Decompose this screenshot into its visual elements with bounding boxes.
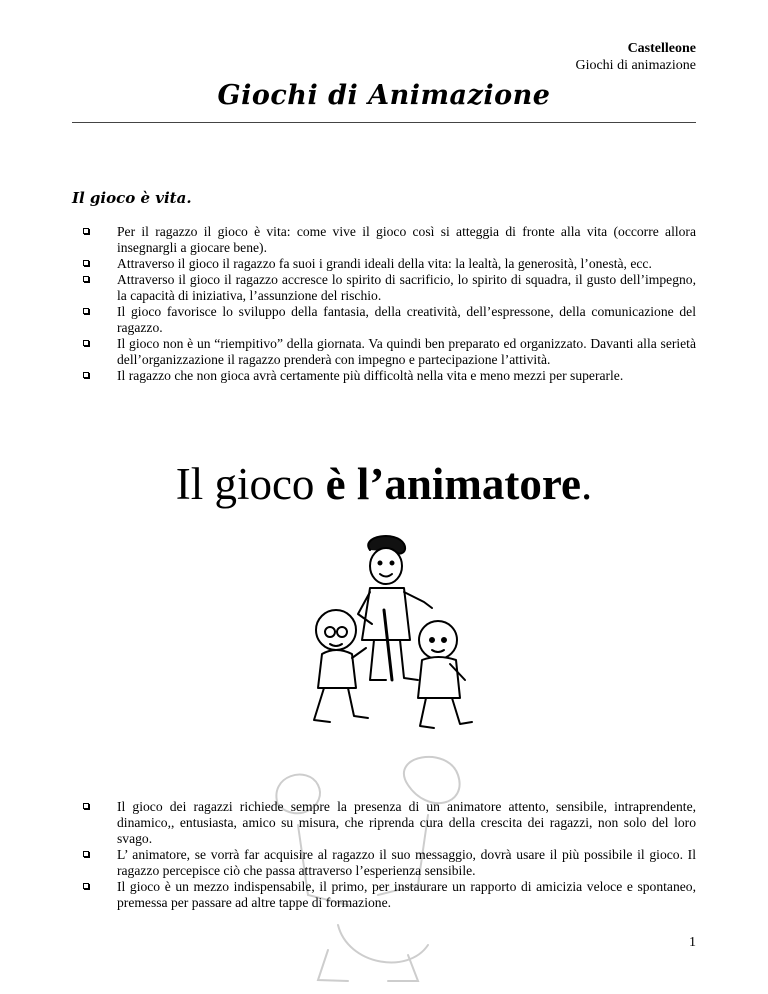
document-title: Giochi di Animazione (217, 80, 551, 111)
bullet-list-animatore (72, 799, 696, 911)
header-org: Castelleone (627, 41, 696, 56)
list-item: Il gioco è un mezzo indispensabile, il primo, per instaurare un rapporto di amicizia veloce e spontaneo, premessa per passare ad altre tappe di formazione. (72, 879, 696, 911)
list-item: L’ animatore, se vorrà far acquisire al ragazzo il suo messaggio, dovrà usare il più possibile il gioco. Il ragazzo percepisce ciò che passa attraverso l’esperienza sensibile. (72, 847, 696, 879)
page-number: 1 (689, 935, 696, 950)
list-item: Attraverso il gioco il ragazzo fa suoi i grandi ideali della vita: la lealtà, la generosità, l’onestà, ecc. (72, 256, 696, 272)
title-divider (72, 122, 696, 123)
cartoon-kids-illustration (300, 530, 480, 740)
header-subtitle: Giochi di animazione (575, 58, 696, 73)
checkbox-bullet-icon (83, 260, 89, 266)
checkbox-bullet-icon (83, 372, 89, 378)
section-heading-animatore: Il gioco è l’animatore. (175, 459, 593, 509)
list-item: Attraverso il gioco il ragazzo accresce lo spirito di sacrificio, lo spirito di squadra, il gusto dell’impegno, la capacità di iniziativa, l’assunzione del rischio. (72, 272, 696, 304)
list-item: Il gioco favorisce lo sviluppo della fantasia, della creatività, dell’espressone, della comunicazione del ragazzo. (72, 304, 696, 336)
list-item: Il gioco dei ragazzi richiede sempre la presenza di un animatore attento, sensibile, intraprendente, dinamico,, entusiasta, amico su misura, che riprenda cura della crescita dei ragazzi, non solo del loro svago. (72, 799, 696, 847)
list-item: Per il ragazzo il gioco è vita: come vive il gioco così si atteggia di fronte alla vita (occorre allora insegnargli a giocare bene). (72, 224, 696, 256)
checkbox-bullet-icon (83, 851, 89, 857)
list-item: Il ragazzo che non gioca avrà certamente più difficoltà nella vita e meno mezzi per superarle. (72, 368, 696, 384)
checkbox-bullet-icon (83, 308, 89, 314)
page-header (575, 40, 696, 74)
section-heading-vita: Il gioco è vita. (72, 189, 192, 207)
checkbox-bullet-icon (83, 276, 89, 282)
checkbox-bullet-icon (83, 228, 89, 234)
bullet-list-vita (72, 224, 696, 384)
checkbox-bullet-icon (83, 883, 89, 889)
checkbox-bullet-icon (83, 340, 89, 346)
checkbox-bullet-icon (83, 803, 89, 809)
list-item: Il gioco non è un “riempitivo” della giornata. Va quindi ben preparato ed organizzato. Davanti alla serietà dell’organizzazione il ragazzo prenderà con impegno e partecipazione l’attività. (72, 336, 696, 368)
